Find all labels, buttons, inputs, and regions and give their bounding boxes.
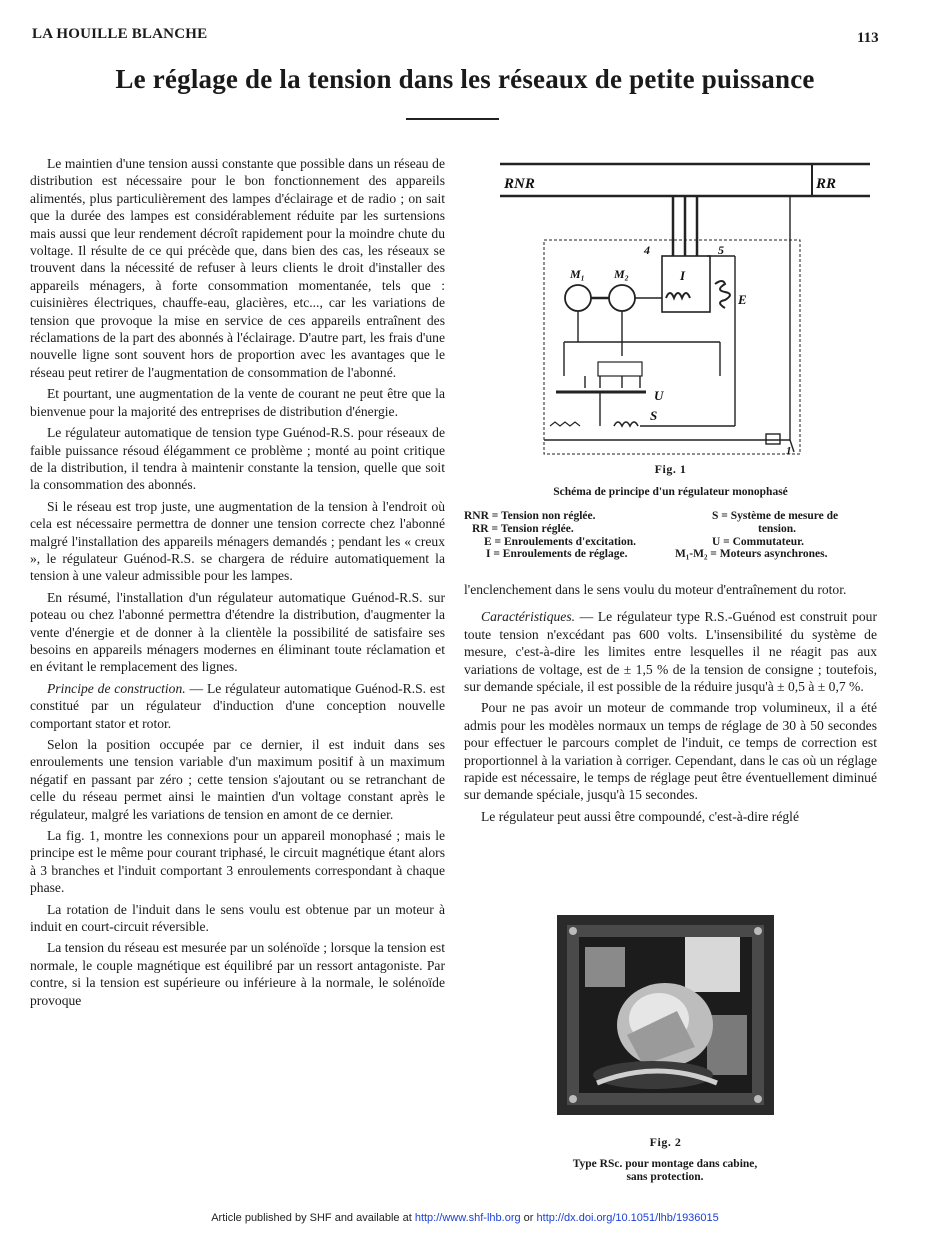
figure-2-photo	[557, 915, 774, 1115]
label-u: U	[654, 388, 664, 403]
label-4: 4	[644, 243, 650, 257]
label-s: S	[650, 408, 658, 423]
label-1: 1	[786, 445, 792, 457]
page-number: 113	[857, 30, 879, 46]
journal-name: LA HOUILLE BLANCHE	[32, 26, 208, 42]
footer-link-shf[interactable]: http://www.shf-lhb.org	[414, 1212, 521, 1224]
footer-text: Article published by SHF and available at	[211, 1212, 415, 1224]
figure-2-label: Fig. 2	[649, 1135, 682, 1149]
footer-link-doi[interactable]: http://dx.doi.org/10.1051/lhb/1936015	[536, 1212, 719, 1224]
label-5: 5	[718, 243, 724, 257]
legend-item: E = Enroulements d'excitation.	[484, 535, 637, 548]
article-title: Le réglage de la tension dans les réseaux de petite puissance	[115, 64, 815, 94]
caption-line: Type RSc. pour montage dans cabine,	[572, 1158, 758, 1170]
legend-item: S = Système de mesure de	[712, 510, 839, 522]
paragraph: Le régulateur peut aussi être compoundé, c'est-à-dire réglé	[481, 808, 799, 824]
title-rule	[406, 118, 499, 120]
footer-text: or	[520, 1212, 537, 1224]
paragraph: l'enclenchement dans le sens voulu du moteur d'entraînement du rotor.	[464, 582, 847, 597]
section-heading: Principe de construction.	[47, 680, 186, 696]
label-m2: M₂	[614, 267, 629, 281]
paragraph	[464, 608, 877, 695]
legend-right-column	[675, 510, 877, 561]
legend-item: RR = Tension réglée.	[472, 522, 574, 535]
paragraph: La tension du réseau est mesurée par un solénoïde ; lorsque la tension est normale, le couple magnétique est équilibré par un ressort antagoniste. Par contre, si la tension est supérieure ou inférieure à la normale, le solénoïde provoque	[30, 940, 445, 1008]
paragraph: Et pourtant, une augmentation de la vente de courant ne peut être que la bienvenue pour la majorité des entreprises de distribution d'énergie.	[30, 386, 445, 419]
label-e: E	[738, 292, 747, 307]
right-column	[464, 581, 877, 829]
paragraph: En résumé, l'installation d'un régulateur automatique Guénod-R.S. sur poteau ou chez l'abonné permettra d'étendre la distribution, d'augmenter la vente d'énergie et de donner à la clientèle la possibilité de satisfaire ses besoins en appareils ménagers modernes en éliminant toute réclamation et en évitant le remplacement des lignes.	[30, 589, 445, 675]
figure-1-label: Fig. 1	[654, 462, 687, 476]
figure-1-circuit-diagram	[490, 156, 876, 462]
label-rr: RR	[816, 176, 837, 192]
label-rnr: RNR	[504, 176, 535, 192]
paragraph: La rotation de l'induit dans le sens voulu est obtenue par un moteur à induit en court-circuit réversible.	[30, 901, 445, 935]
caption-line: sans protection.	[626, 1171, 704, 1183]
label-i: I	[680, 268, 686, 283]
paragraph: Le régulateur automatique de tension type Guénod-R.S. pour réseaux de faible puissance résoud élégamment ce problème ; monté au point critique de la distribution, il tendra à maintenir constante la tension, quelle que soit la consommation des abonnés.	[30, 425, 445, 493]
paragraph-text: — Le régulateur automatique Guénod-R.S. est constitué par un régulateur d'induction d'une conception nouvelle comportant stator et rotor.	[30, 680, 445, 731]
legend-item: tension.	[758, 522, 797, 535]
paragraph: Selon la position occupée par ce dernier, il est induit dans ses enroulements une tension variable d'un maximum positif à un maximum négatif en passant par zéro ; cette tension s'ajoutant ou se retranchant de celle du réseau permet ainsi le maintien d'un voltage constant après le régulateur, malgré les variations de tension en amont de ce dernier.	[30, 737, 445, 822]
paragraph: La fig. 1, montre les connexions pour un appareil monophasé ; mais le principe est le même pour courant triphasé, le circuit magnétique étant alors à 3 branches et l'induit comportant 3 enroulements correspondant à chaque phase.	[30, 828, 445, 896]
paragraph: Pour ne pas avoir un moteur de commande trop volumineux, il a été admis pour les modèles normaux un temps de réglage de 30 à 50 secondes pour effectuer le parcours complet de l'induit, ce temps de correction est proportionnel à la variation à corriger. Cependant, dans le cas où un réglage rapide est nécessaire, le temps de réglage peut être éventuellement diminué sur demande spéciale, jusqu'à 15 secondes.	[464, 700, 877, 803]
footer	[0, 1212, 930, 1224]
legend-item: M₁-M₂ = Moteurs asynchrones.	[675, 548, 828, 561]
legend-item: RNR = Tension non réglée.	[464, 510, 596, 522]
paragraph-text: — Le régulateur type R.S.-Guénod est construit pour toute tension n'excédant pas 600 volts. L'insensibilité du système de mesure, c'est-à-dire les limites entre lesquelles il ne réagit pas aux variations de voltage, est de ± 1,5 % de la tension de consigne ; toutefois, sur demande spéciale, il est possible de la réduire jusqu'à ± 0,5 à ± 0,7 %.	[464, 609, 877, 695]
label-m1: M₁	[570, 267, 585, 281]
paragraph: Le maintien d'une tension aussi constante que possible dans un réseau de distribution est nécessaire pour le bon fonctionnement des appareils alimentés, plus particulièrement des lampes d'éclairage et de radio ; on sait que la durée des lampes est considérablement réduite par les surtensions mais aussi que leur rendement décroît rapidement pour la moindre chute du voltage. Il résulte de ce qui précède que, dans bien des cas, les réseaux se trouvent dans la nécessité de refuser à leurs clients le droit d'installer des appareils ménagers, à forte consommation momentanée, tels que : cuisinières électriques, chauffe-eau, glacières, etc..., car les variations de tension que provoque la mise en service de ces appareils entraînent des réclamations de la part des abonnés à l'éclairage. D'autre part, les frais d'une nouvelle ligne sont souvent hors de proportion avec les avantages que le réseau peut retirer de l'augmentation de consommation de l'abonné.	[30, 156, 445, 380]
paragraph	[30, 680, 445, 732]
figure-2-caption	[520, 1158, 810, 1184]
figure-1-caption: Schéma de principe d'un régulateur monophasé	[553, 486, 788, 498]
paragraph: Si le réseau est trop juste, une augmentation de la tension à l'endroit où cela est nécessaire permettra de donner une tension correcte chez l'abonné malgré l'installation des appareils ménagers demandés ; pendant les « creux », le régulateur Guénod-R.S. se chargera de réduire automatiquement la tension à une valeur admissible pour les lampes.	[30, 498, 445, 584]
section-heading: Caractéristiques.	[481, 609, 576, 625]
legend-item: U = Commutateur.	[712, 535, 805, 548]
left-column	[30, 155, 445, 1013]
legend-item: I = Enroulements de réglage.	[486, 548, 628, 561]
